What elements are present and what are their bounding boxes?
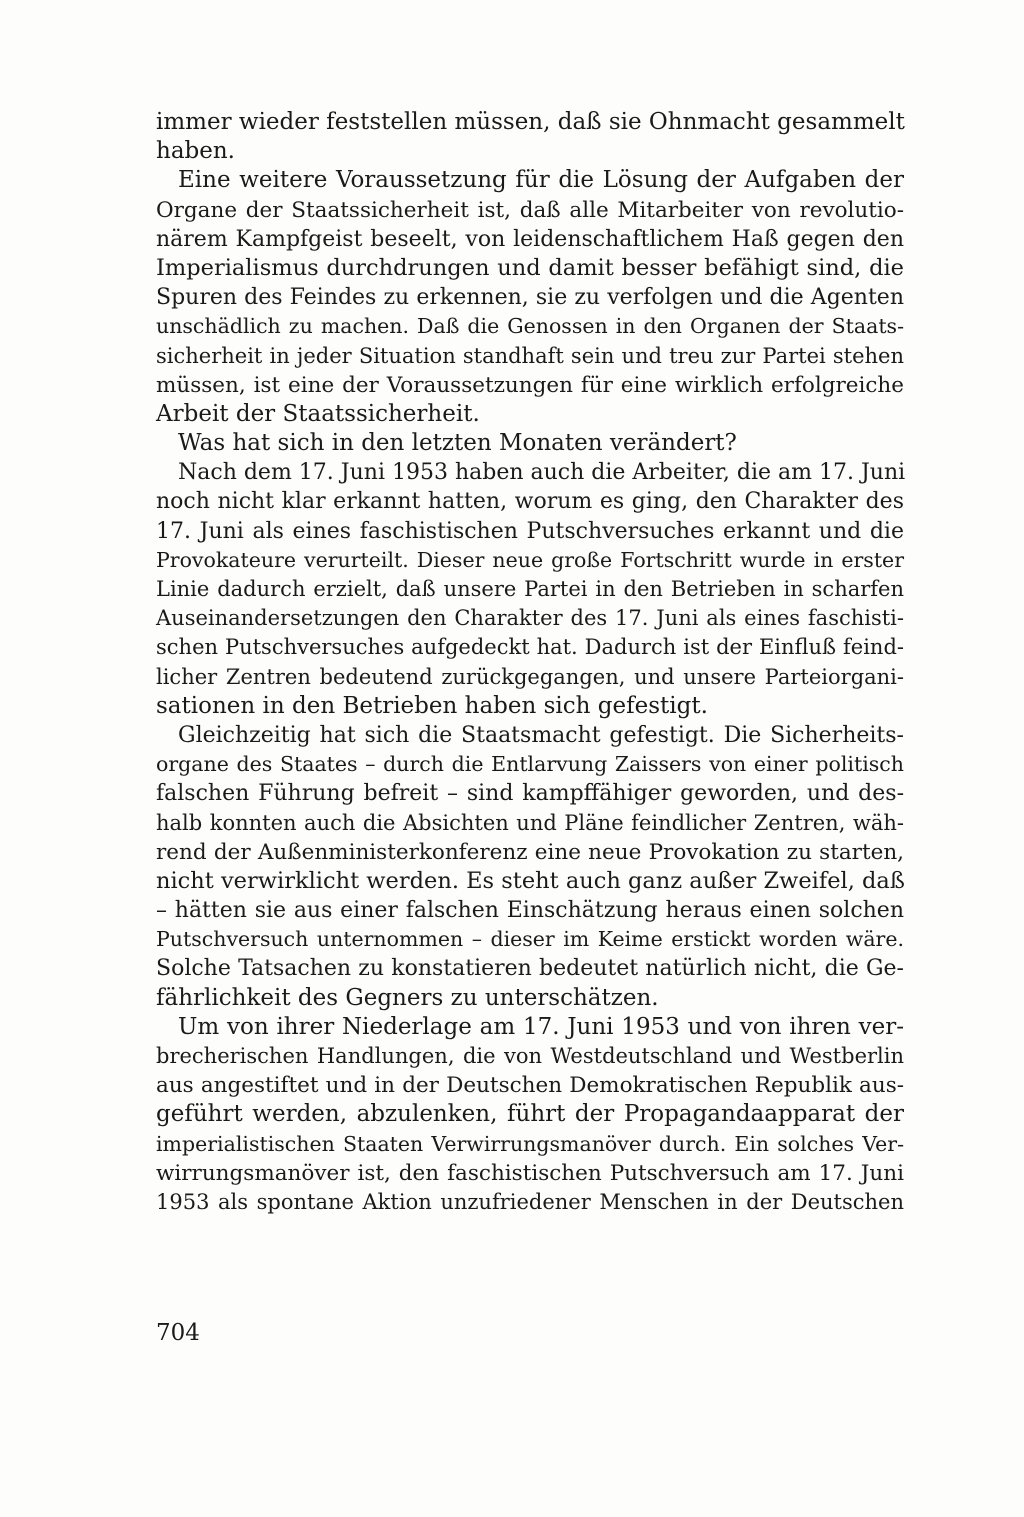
text-line: Solche Tatsachen zu konstatieren bedeutet natürlich nicht, die Ge- (156, 956, 904, 982)
text-line: Arbeit der Staatssicherheit. (156, 400, 480, 427)
text-line: Was hat sich in den letzten Monaten verändert? (178, 430, 737, 457)
text-line: Um von ihrer Niederlage am 17. Juni 1953 und von ihren ver- (178, 1013, 904, 1040)
text-line: organe des Staates – durch die Entlarvung Zaissers von einer politisch (156, 752, 904, 777)
text-line: 17. Juni als eines faschistischen Putschversuches erkannt und die (156, 518, 904, 544)
page-number: 704 (156, 1320, 200, 1346)
text-line: – hätten sie aus einer falschen Einschätzung heraus einen solchen (156, 898, 904, 924)
text-line: noch nicht klar erkannt hatten, worum es ging, den Charakter des (156, 489, 904, 515)
text-line: nicht verwirklicht werden. Es steht auch ganz außer Zweifel, daß (156, 867, 905, 894)
text-line: Gleichzeitig hat sich die Staatsmacht gefestigt. Die Sicherheits- (178, 722, 904, 748)
text-line: schen Putschversuches aufgedeckt hat. Dadurch ist der Einfluß feind- (156, 635, 904, 660)
text-line: Spuren des Feindes zu erkennen, sie zu verfolgen und die Agenten (156, 285, 904, 311)
text-line: aus angestiftet und in der Deutschen Demokratischen Republik aus- (156, 1073, 904, 1099)
text-line: müssen, ist eine der Voraussetzungen für eine wirklich erfolgreiche (156, 372, 904, 398)
text-line: Putschversuch unternommen – dieser im Keime erstickt worden wäre. (156, 927, 904, 952)
text-line: brecherischen Handlungen, die von Westdeutschland und Westberlin (156, 1044, 904, 1068)
text-line: rend der Außenministerkonferenz eine neue Provokation zu starten, (156, 839, 904, 865)
text-line: sationen in den Betrieben haben sich gefestigt. (156, 692, 708, 719)
text-line: Auseinandersetzungen den Charakter des 17. Juni als eines faschisti- (156, 606, 904, 631)
body-text (156, 108, 904, 1217)
text-line: Organe der Staatssicherheit ist, daß alle Mitarbeiter von revolutio- (156, 197, 904, 223)
text-line: haben. (156, 138, 235, 165)
text-line: Linie dadurch erzielt, daß unsere Partei in den Betrieben in scharfen (156, 577, 904, 601)
text-line: unschädlich zu machen. Daß die Genossen in den Organen der Staats- (156, 314, 904, 339)
text-line: närem Kampfgeist beseelt, von leidenschaftlichem Haß gegen den (156, 226, 904, 252)
text-line: sicherheit in jeder Situation standhaft sein und treu zur Partei stehen (156, 343, 904, 368)
text-line: falschen Führung befreit – sind kampffähiger geworden, und des- (156, 781, 904, 807)
text-line: geführt werden, abzulenken, führt der Propagandaapparat der (156, 1101, 904, 1128)
text-line: halb konnten auch die Absichten und Pläne feindlicher Zentren, wäh- (156, 810, 904, 835)
text-line: imperialistischen Staaten Verwirrungsmanöver durch. Ein solches Ver- (156, 1131, 904, 1156)
text-line: Imperialismus durchdrungen und damit besser befähigt sind, die (156, 254, 904, 281)
text-line: Eine weitere Voraussetzung für die Lösung der Aufgaben der (178, 167, 904, 194)
text-line: wirrungsmanöver ist, den faschistischen Putschversuch am 17. Juni (156, 1160, 904, 1186)
text-line: 1953 als spontane Aktion unzufriedener Menschen in der Deutschen (156, 1189, 904, 1214)
text-line: licher Zentren bedeutend zurückgegangen, und unsere Parteiorgani- (156, 664, 904, 689)
text-line: Nach dem 17. Juni 1953 haben auch die Arbeiter, die am 17. Juni (178, 460, 906, 486)
text-line: Provokateure verurteilt. Dieser neue große Fortschritt wurde in erster (156, 547, 904, 572)
text-line: immer wieder feststellen müssen, daß sie Ohnmacht gesammelt (156, 109, 905, 135)
text-line: fährlichkeit des Gegners zu unterschätzen. (156, 984, 659, 1011)
